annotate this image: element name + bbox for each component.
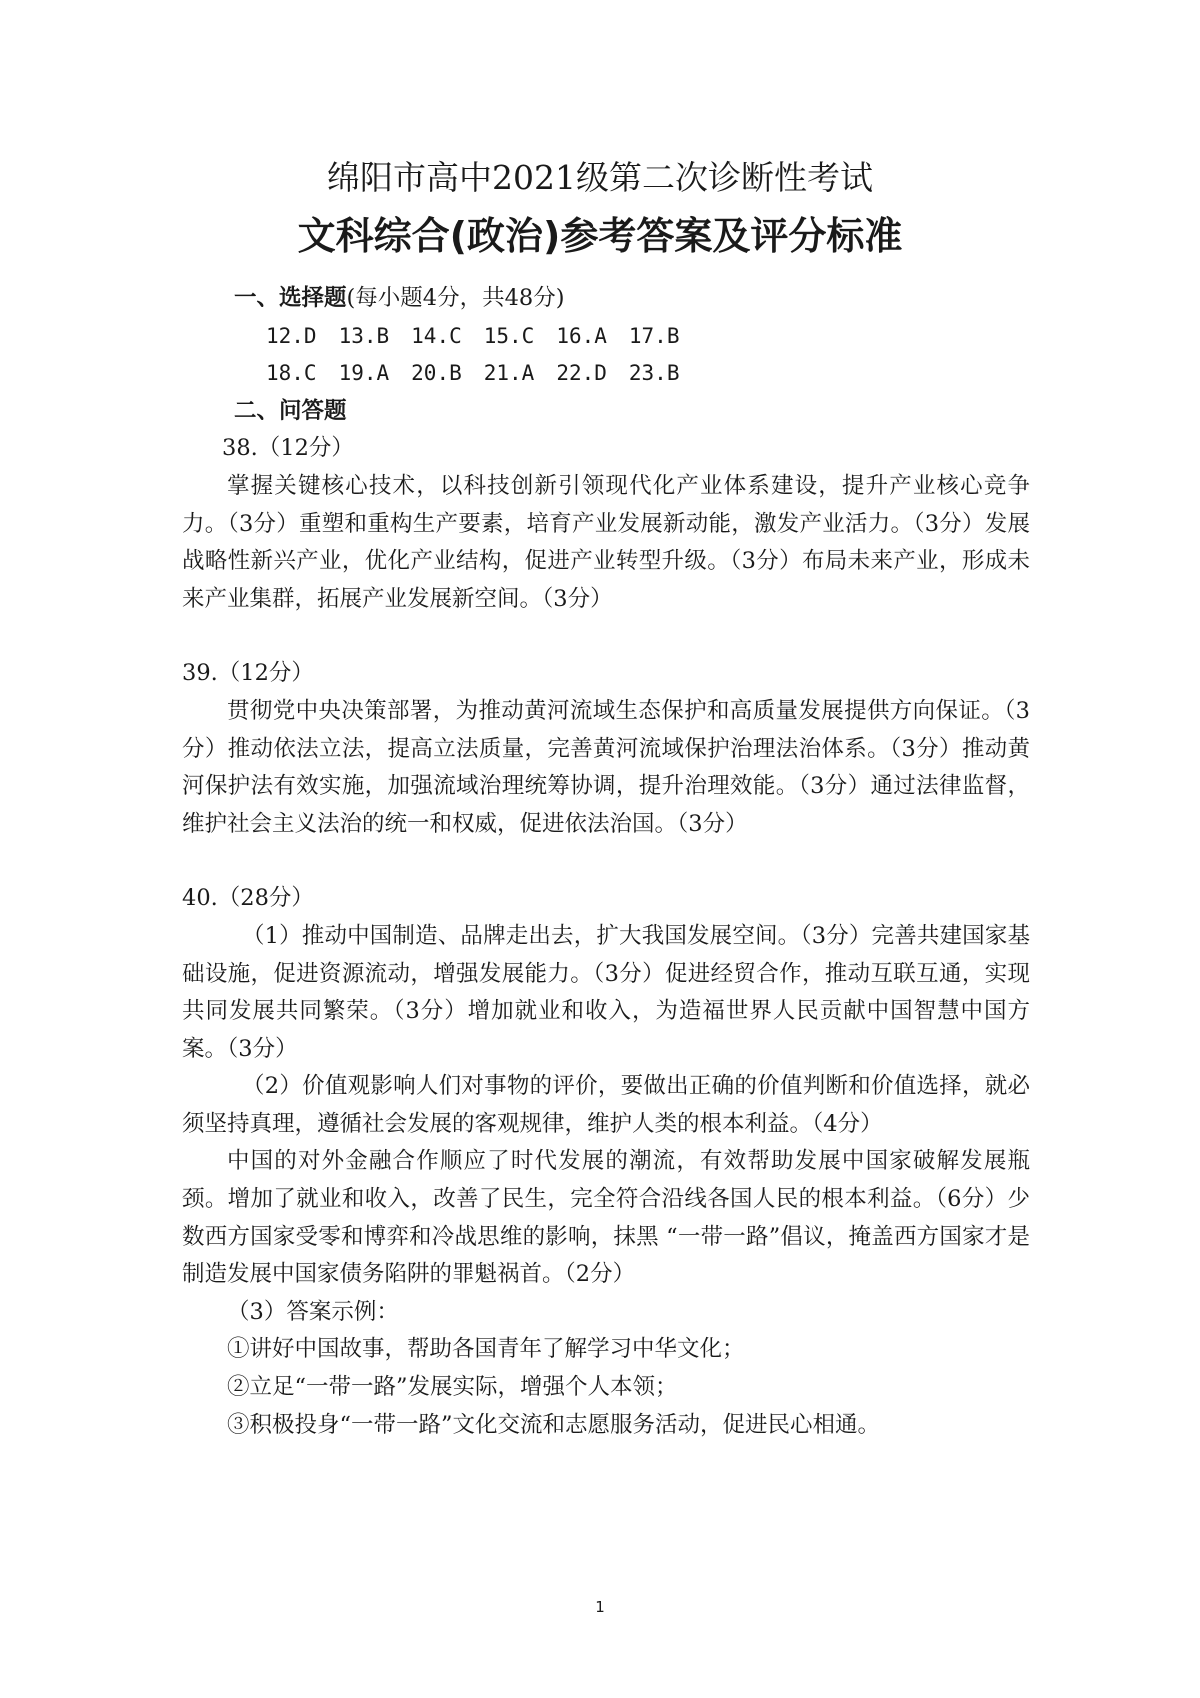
document-title: 绵阳市高中2021级第二次诊断性考试 [327, 158, 873, 197]
section-qa-title: 二、问答题 [234, 397, 347, 424]
answer-item: 20.B [411, 361, 462, 386]
question-40-part3-item: ②立足“一带一路”发展实际，增强个人本领； [227, 1374, 678, 1401]
document-body [182, 280, 1030, 1444]
question-39-number: 39.（12分） [182, 660, 314, 687]
section-choice-heading [234, 280, 1030, 318]
section-qa-heading [234, 393, 1030, 431]
spacer [182, 843, 1030, 880]
answer-row-1 [266, 318, 1030, 356]
question-40-part3-item: ③积极投身“一带一路”文化交流和志愿服务活动，促进民心相通。 [227, 1411, 881, 1438]
document-subtitle: 文科综合(政治)参考答案及评分标准 [297, 214, 903, 258]
answer-item: 18.C [266, 361, 317, 386]
question-38-answer: 掌握关键核心技术，以科技创新引领现代化产业体系建设，提升产业核心竞争力。（3分）重塑和重构生产要素，培育产业发展新动能，激发产业活力。（3分）发展战略性新兴产业，优化产业结构，促进产业转型升级。（3分）布局未来产业，形成未来产业集群，拓展产业发展新空间。（3分） [182, 472, 1030, 612]
answer-item: 19.A [338, 361, 390, 386]
question-40-part2b: 中国的对外金融合作顺应了时代发展的潮流，有效帮助发展中国家破解发展瓶颈。增加了就业和收入，改善了民生，完全符合沿线各国人民的根本利益。（6分）少数西方国家受零和博弈和冷战思维的影响，抹黑 “一带一路”倡议，掩盖西方国家才是制造发展中国家债务陷阱的罪魁祸首。（2分） [182, 1148, 1030, 1288]
spacer [182, 618, 1030, 655]
answer-item: 23.B [628, 361, 680, 386]
question-40-number: 40.（28分） [182, 885, 314, 912]
question-39-answer: 贯彻党中央决策部署，为推动黄河流域生态保护和高质量发展提供方向保证。（3分）推动依法立法，提高立法质量，完善黄河流域保护治理法治体系。（3分）推动黄河保护法有效实施，加强流域治理统筹协调，提升治理效能。（3分）通过法律监督，维护社会主义法治的统一和权威，促进依法治国。（3分） [182, 697, 1030, 837]
question-40-part3-item: ①讲好中国故事，帮助各国青年了解学习中华文化； [227, 1336, 745, 1363]
answer-item: 21.A [483, 361, 535, 386]
answer-item: 15.C [483, 323, 535, 348]
section-choice-title: 一、选择题 [234, 285, 347, 311]
question-40-part3-heading: （3）答案示例： [227, 1298, 399, 1325]
answer-row-2 [266, 355, 1030, 393]
answer-item: 13.B [338, 323, 390, 348]
question-40-part2a: （2）价值观影响人们对事物的评价，要做出正确的价值判断和价值选择，就必须坚持真理，遵循社会发展的客观规律，维护人类的根本利益。（4分） [182, 1073, 1030, 1137]
answer-item: 12.D [266, 323, 317, 348]
page-number: 1 [595, 1598, 605, 1616]
answer-item: 17.B [628, 323, 680, 348]
answer-item: 14.C [411, 323, 462, 348]
question-38-number: 38.（12分） [222, 435, 354, 462]
answer-item: 22.D [556, 361, 607, 386]
answer-item: 16.A [556, 323, 607, 348]
question-40-part1: （1）推动中国制造、品牌走出去，扩大我国发展空间。（3分）完善共建国家基础设施，促进资源流动，增强发展能力。（3分）促进经贸合作，推动互联互通，实现共同发展共同繁荣。（3分）增加就业和收入，为造福世界人民贡献中国智慧中国方案。（3分） [182, 922, 1030, 1062]
section-choice-note: (每小题4分，共48分) [346, 285, 565, 311]
